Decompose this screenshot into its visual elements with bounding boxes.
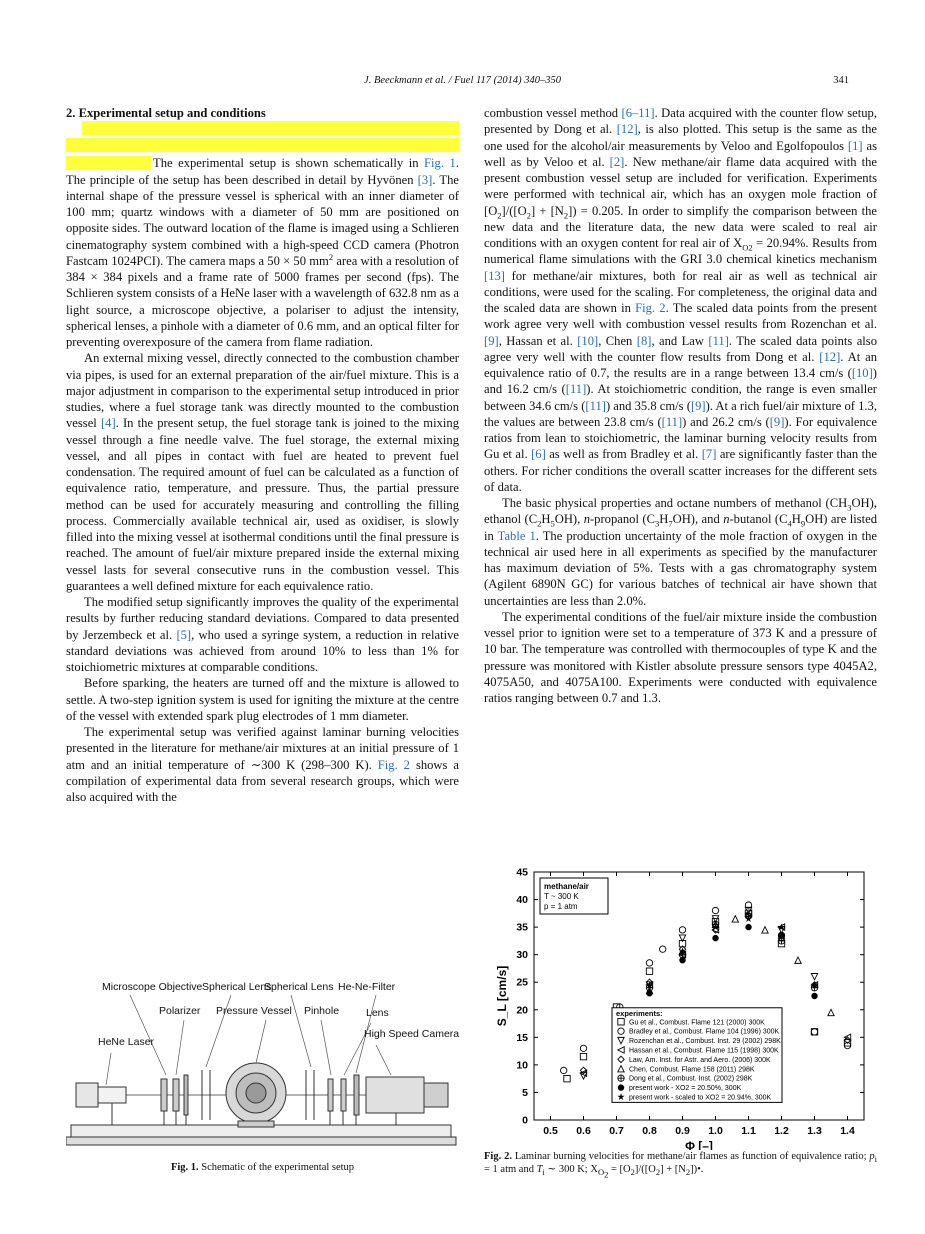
- legend-label: Hassan et al., Combust. Flame 115 (1998) 300K: [629, 1047, 779, 1055]
- legend: [612, 1008, 782, 1103]
- body-paragraph: The experimental setup was verified against laminar burning velocities presented in the literature for methane/air mixtures at an initial pressure of 1 atm and an initial temperature of ∼300 K (298–300 K). Fig. 2 shows a compilation of experimental data from several research groups, which were also acquired with the: [66, 725, 459, 804]
- x-tick-label: 0.9: [675, 1125, 690, 1137]
- body-paragraph: The modified setup significantly improves the quality of the experimental results by further reducing standard deviations. Compared to data presented by Jerzembeck et al. [5], who used a syringe system, a reduction in relative standard deviations was achieved from around 10% to less than 1% for stoichiometric mixtures at comparable conditions.: [66, 595, 459, 674]
- legend-label: Dong et al., Combust. Inst. (2002) 298K: [629, 1075, 753, 1083]
- annotation-line: p = 1 atm: [544, 902, 578, 911]
- label-hene-laser: HeNe Laser: [98, 1036, 155, 1048]
- y-axis-label: S_L [cm/s]: [495, 965, 509, 1027]
- figure-2-caption-label: Fig. 2.: [484, 1151, 512, 1162]
- data-point: [828, 1009, 834, 1015]
- y-tick-label: 45: [516, 866, 528, 879]
- data-point: [618, 1084, 624, 1090]
- legend-label: Gu et al., Combust. Flame 121 (2000) 300K: [629, 1019, 765, 1027]
- y-tick-label: 25: [516, 976, 528, 989]
- label-spherical-lens-1: Spherical Lens: [202, 981, 272, 993]
- x-tick-label: 1.3: [807, 1125, 822, 1137]
- legend-entry: [617, 1093, 771, 1101]
- data-point: [646, 960, 652, 966]
- data-point: [561, 1067, 567, 1073]
- label-high-speed-camera: High Speed Camera: [364, 1028, 460, 1040]
- journal-citation: J. Beeckmann et al. / Fuel 117 (2014) 340–350: [364, 75, 561, 86]
- annotation-box: [540, 878, 608, 914]
- data-point: [811, 1029, 817, 1035]
- y-tick-label: 35: [516, 921, 528, 934]
- highlighted-redaction: [66, 121, 459, 155]
- legend-label: present work - XO2 = 20.50%, 300K: [629, 1085, 742, 1093]
- body-paragraph: The experimental conditions of the fuel/air mixture inside the combustion vessel prior to ignition were set to a temperature of 373 K and a pressure of 10 bar. The temperature was controlled with thermocouples of type K and the pressure was monitored with Kistler absolute pressure sensors type 4045A2, 4075A50, and 4075A100. Experiments were conducted with equivalence ratios ranging between 0.7 and 1.3.: [484, 609, 877, 705]
- data-point: [778, 932, 784, 938]
- x-tick-label: 1.1: [741, 1125, 756, 1137]
- x-tick-label: 0.8: [642, 1125, 657, 1137]
- data-point: [660, 946, 666, 952]
- data-point: [679, 957, 685, 963]
- x-tick-label: 1.2: [774, 1125, 789, 1137]
- burning-velocity-plot: [484, 860, 877, 1150]
- legend-label: present work - scaled to XO2 = 20.94%, 300K: [629, 1094, 772, 1102]
- data-point: [811, 993, 817, 999]
- data-point: [580, 1045, 586, 1051]
- figure-1-schematic: [66, 975, 466, 1160]
- x-tick-label: 1.4: [840, 1125, 855, 1137]
- legend-entry: [618, 1047, 779, 1055]
- body-paragraph: An external mixing vessel, directly connected to the combustion chamber via pipes, is used for an external preparation of the air/fuel mixture. This is a major adjustment in comparison to the experimental setup introduced in prior studies, where a fuel storage tank was directly mounted to the combustion vessel [4]. In the present setup, the fuel storage tank is joined to the mixing vessel through a fine needle valve. The fuel storage, the external mixing vessel, and all pipes in contact with fuel are heated to prevent fuel condensation. The required amount of fuel can be calculated as a function of equivalence ratio, temperature, and pressure. Thus, the partial pressure method can be used for accurately measuring and controlling the filling process. Commercially available technical air, used as oxidiser, is slowly filled into the mixing vessel at isothermal conditions until the final pressure is reached. The amount of fuel/air mixture prepared inside the external mixing vessel lasts for several consecutive runs in the combustion vessel. This guarantees a well defined mixture for each equivalence ratio.: [66, 351, 459, 593]
- optical-setup-drawing: [66, 975, 466, 1160]
- legend-entry: [618, 1084, 742, 1092]
- figure-1-caption-label: Fig. 1.: [170, 1162, 199, 1173]
- data-point: [618, 1075, 624, 1081]
- y-tick-label: 15: [516, 1031, 528, 1044]
- label-hene-filter: He-Ne-Filter: [338, 981, 396, 993]
- y-tick-label: 20: [516, 1004, 528, 1017]
- annotation-line: T ~ 300 K: [544, 892, 579, 901]
- right-column: [484, 105, 877, 706]
- label-pressure-vessel: Pressure Vessel: [216, 1005, 292, 1017]
- data-point: [811, 974, 817, 980]
- left-column: [66, 105, 459, 805]
- label-pinhole: Pinhole: [304, 1005, 340, 1017]
- legend-entry: [618, 1066, 755, 1074]
- data-point: [646, 968, 652, 974]
- label-lens: Lens: [366, 1007, 389, 1019]
- data-point: [679, 927, 685, 933]
- figure-1-caption: [66, 1162, 459, 1173]
- body-paragraph: combustion vessel method [6–11]. Data acquired with the counter flow setup, presented by Dong et al. [12], is also plotted. This setup is the same as the one used for the alcohol/air measurements by Veloo and Egolfopoulos [1] as well as by Veloo et al. [2]. New methane/air flame data acquired with the present combustion vessel setup are included for verification. Experiments were performed with technical air, which has an oxygen mole fraction of $[O_2]/([O_2] + [N_2]) = 0.205$. In order to simplify the comparison between the new data and the literature data, the new data were scaled to real air conditions with an oxygen content for real air of $X_{O2} = 20.94\%$. Results from numerical flame simulations with the GRI 3.0 chemical kinetics mechanism [13] for methane/air mixtures, both for real air as well as technical air conditions, were used for the scaling. For completeness, the original data and the scaled data are shown in Fig. 2. The scaled data points from the present work agree very well with combustion vessel results from Rozenchan et al. [9], Hassan et al. [10], Chen [8], and Law [11]. The scaled data points also agree very well with the counter flow results from Dong et al. [12]. At an equivalence ratio of 0.7, the results are in a range between 13.4 cm/s ([10]) and 16.2 cm/s ([11]). At stoichiometric condition, the range is even smaller between 34.6 cm/s ([11]) and 35.8 cm/s ([9]). At a rich fuel/air mixture of 1.3, the values are between 23.8 cm/s ([11]) and 26.2 cm/s ([9]). For equivalence ratios from lean to stoichiometric, the laminar burning velocity results from Gu et al. [6] as well as from Bradley et al. [7] are significantly faster than the others. For richer conditions the overall scatter increases for the different sets of data.: [484, 106, 878, 494]
- data-point: [646, 990, 652, 996]
- y-tick-label: 5: [522, 1086, 528, 1099]
- data-point: [580, 1053, 586, 1059]
- running-head: [0, 75, 925, 91]
- legend-title: experiments:: [616, 1008, 663, 1018]
- data-point: [778, 938, 784, 944]
- label-polarizer: Polarizer: [159, 1005, 201, 1017]
- x-tick-label: 0.5: [543, 1125, 558, 1137]
- data-point: [712, 907, 718, 913]
- page-number: 341: [833, 75, 849, 86]
- x-tick-label: 0.7: [609, 1125, 624, 1137]
- data-point: [745, 924, 751, 930]
- y-tick-label: 10: [516, 1059, 528, 1072]
- x-axis-label: Φ [–]: [685, 1139, 713, 1150]
- body-paragraph: Before sparking, the heaters are turned off and the mixture is allowed to settle. A two-step ignition system is used for igniting the mixture at the centre of the vessel with extended spark plug electrodes of 1 mm diameter.: [66, 676, 459, 723]
- legend-entry: [618, 1028, 780, 1036]
- legend-label: Rozenchan et al., Combust. Inst. 29 (2002) 298K: [629, 1038, 781, 1046]
- legend-label: Law, Am. Inst. for Astr. and Aero. (2006) 300K: [629, 1056, 771, 1064]
- figure-2-caption-text: Laminar burning velocities for methane/air flames as function of equivalence ratio; $p_i = 1$ atm and $T_i$ ∼ 300 K; $X_{O_2} = [O_2]/([O_2]$ + $[N_2])•$.: [484, 1151, 877, 1180]
- label-spherical-lens-2: Spherical Lens: [264, 981, 334, 993]
- figure-1-caption-text: Schematic of the experimental setup: [201, 1162, 355, 1173]
- data-point: [712, 935, 718, 941]
- y-tick-label: 40: [516, 894, 528, 907]
- x-tick-label: 0.6: [576, 1125, 591, 1137]
- label-microscope-objective: Microscope Objective: [102, 981, 203, 993]
- data-point: [732, 916, 738, 922]
- x-tick-label: 1.0: [708, 1125, 723, 1137]
- section-heading: 2. Experimental setup and conditions: [66, 106, 266, 120]
- data-point: [762, 927, 768, 933]
- data-point: [795, 957, 801, 963]
- left-body: [66, 155, 459, 805]
- legend-entry: [618, 1056, 771, 1064]
- y-tick-label: 30: [516, 949, 528, 962]
- y-tick-label: 0: [522, 1114, 528, 1127]
- legend-label: Chen, Combust. Flame 158 (2011) 298K: [629, 1066, 755, 1074]
- figure-2-chart: [484, 860, 877, 1150]
- legend-label: Bradley et al., Combust. Flame 104 (1996) 300K: [629, 1028, 780, 1036]
- body-paragraph: The experimental setup is shown schematically in Fig. 1. The principle of the setup has been described in detail by Hyvönen [3]. The internal shape of the pressure vessel is spherical with an inner diameter of 100 mm; quartz windows with a diameter of 50 mm are positioned on opposite sides. The outward location of the flame is imaged using a Schlieren cinematography system combined with a high-speed CCD camera (Photron Fastcam 1024PCI). The camera maps a 50 × 50 $mm^2$ area with a resolution of 384 × 384 pixels and a frame rate of 5000 frames per second (fps). The Schlieren system consists of a HeNe laser with a wavelength of 632.8 nm as a light source, a microscope objective, a polariser to adjust the intensity, spherical lenses, a pinhole with a diameter of 0.6 mm, and an optical filter for preventing overexposure of the camera from flame radiation.: [66, 156, 460, 349]
- legend-entry: [618, 1037, 781, 1045]
- annotation-line: methane/air: [544, 882, 589, 891]
- legend-entry: [618, 1019, 765, 1027]
- legend-entry: [618, 1075, 753, 1083]
- body-paragraph: The basic physical properties and octane numbers of methanol $(CH_3OH)$, ethanol $(C_2H_5OH)$, n-propanol $(C_3H_7OH)$, and n-butanol $(C_4H_9OH)$ are listed in Table 1. The production uncertainty of the mole fraction of oxygen in the technical air used here in all experiments as specified by the manufacturer has maximum deviation of 5%. Tests with a gas chromatography system (Agilent 6890N GC) for various batches of technical air have shown that uncertainties are less than 2.0%.: [484, 496, 878, 608]
- figure-2-caption: [484, 1150, 877, 1180]
- data-point: [564, 1075, 570, 1081]
